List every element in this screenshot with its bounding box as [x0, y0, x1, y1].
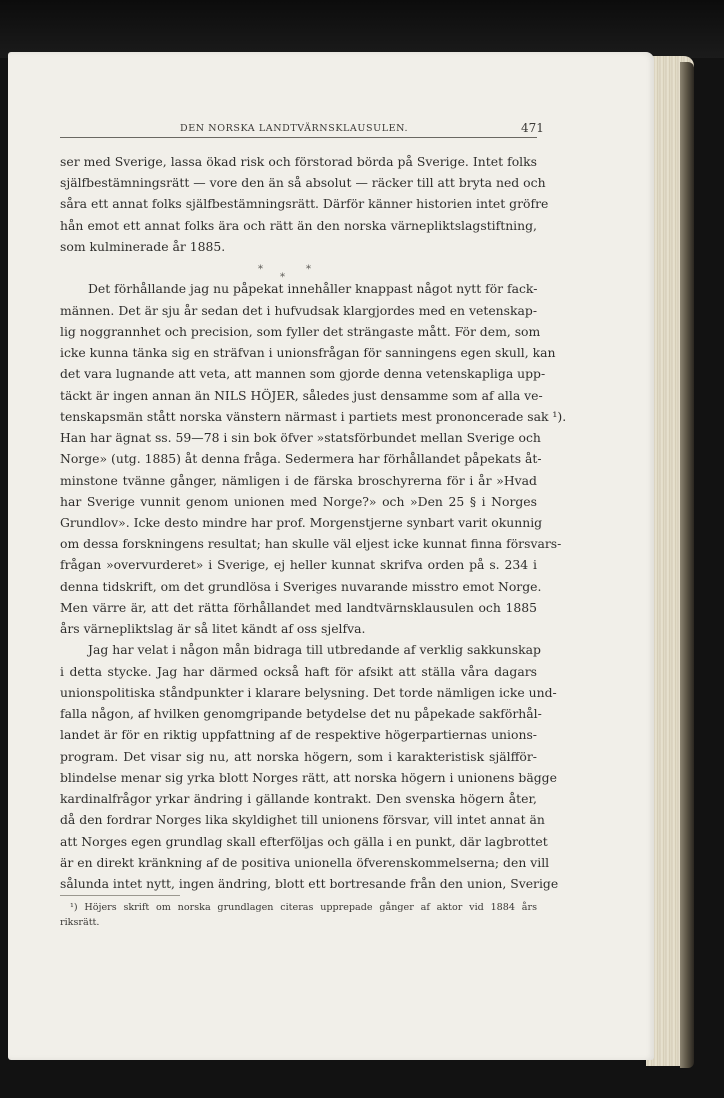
asterisk: * [258, 264, 263, 275]
text-line: i detta stycke. Jag har därmed också haft för afsikt att ställa våra dagars [60, 664, 537, 679]
text-line: denna tidskrift, om det grundlösa i Sveriges nuvarande misstro emot Norge. [60, 579, 542, 594]
text-line: falla någon, af hvilken genomgripande betydelse det nu påpekade sakförhål- [60, 706, 542, 721]
text-line: själfbestämningsrätt — vore den än så absolut — räcker till att bryta ned och [60, 175, 546, 190]
page-number: 471 [521, 121, 544, 135]
text-line: då den fordrar Norges lika skyldighet till unionens försvar, vill intet annat än [60, 812, 545, 827]
text-line: lig noggrannhet och precision, som fyller det strängaste mått. För dem, som [60, 324, 541, 339]
text-line: frågan »overvurderet» i Sverige, ej heller kunnat skrifva orden på s. 234 i [60, 557, 537, 572]
text-line: som kulminerade år 1885. [60, 239, 226, 254]
text-line: unionspolitiska ståndpunkter i klarare belysning. Det torde nämligen icke und- [60, 685, 557, 700]
text-line: är en direkt kränkning af de positiva unionella öfverenskommelserna; den vill [60, 855, 550, 870]
text-line: program. Det visar sig nu, att norska högern, som i karakteristisk själfför- [60, 749, 537, 764]
text-line: ser med Sverige, lassa ökad risk och förstorad börda på Sverige. Intet folks [60, 154, 537, 169]
text-line: Men värre är, att det rätta förhållandet med landtvärnsklausulen och 1885 [60, 600, 537, 615]
footnote-line: riksrätt. [60, 917, 100, 928]
text-line: har Sverige vunnit genom unionen med Norge?» och »Den 25 § i Norges [60, 494, 537, 509]
text-line: icke kunna tänka sig en sträfvan i unionsfrågan för sanningens egen skull, kan [60, 345, 556, 360]
text-line: täckt är ingen annan än NILS HÖJER, således just densamme som af alla ve- [60, 388, 543, 403]
text-line: minstone tvänne gånger, nämligen i de färska broschyrerna för i år »Hvad [60, 473, 537, 488]
scan-background [0, 0, 724, 58]
footnote-line: ¹) Höjers skrift om norska grundlagen citeras upprepade gånger af aktor vid 1884 års [70, 902, 537, 913]
text-line: kardinalfrågor yrkar ändring i gällande kontrakt. Den svenska högern åter, [60, 791, 537, 806]
text-line: Det förhållande jag nu påpekat innehåller knappast något nytt för fack- [88, 281, 538, 296]
book-spine-shadow [680, 62, 694, 1068]
text-line: års värnepliktslag är så litet kändt af oss sjelfva. [60, 621, 366, 636]
header-rule [60, 137, 537, 138]
text-line: Grundlov». Icke desto mindre har prof. Morgenstjerne synbart varit okunnig [60, 515, 543, 530]
text-line: hån emot ett annat folks ära och rätt än den norska värnepliktslagstiftning, [60, 218, 537, 233]
text-line: landet är för en riktig uppfattning af de respektive högerpartiernas unions- [60, 727, 537, 742]
asterisk: * [280, 272, 285, 283]
text-line: Han har ägnat ss. 59—78 i sin bok öfver »statsförbundet mellan Sverige och [60, 430, 541, 445]
asterisk: * [306, 264, 311, 275]
running-title: DEN NORSKA LANDTVÄRNSKLAUSULEN. [180, 123, 409, 134]
text-line: det vara lugnande att veta, att mannen som gjorde denna vetenskapliga upp- [60, 366, 546, 381]
text-line: blindelse menar sig yrka blott Norges rätt, att norska högern i unionens bägge [60, 770, 557, 785]
text-line: Jag har velat i någon mån bidraga till utbredande af verklig sakkunskap [88, 642, 541, 657]
text-line: tenskapsmän stått norska vänstern närmast i partiets mest prononcerade sak ¹). [60, 409, 567, 424]
text-line: männen. Det är sju år sedan det i hufvudsak klargjordes med en vetenskap- [60, 303, 537, 318]
footnote-rule [60, 895, 180, 896]
text-line: om dessa forskningens resultat; han skulle väl eljest icke kunnat finna försvars- [60, 536, 562, 551]
text-line: sålunda intet nytt, ingen ändring, blott ett bortresande från den union, Sverige [60, 876, 559, 891]
text-line: såra ett annat folks själfbestämningsrätt. Därför känner historien intet gröfre [60, 196, 549, 211]
text-line: Norge» (utg. 1885) åt denna fråga. Sedermera har förhållandet påpekats åt- [60, 451, 542, 466]
text-line: att Norges egen grundlag skall efterföljas och gälla i en punkt, där lagbrottet [60, 834, 548, 849]
